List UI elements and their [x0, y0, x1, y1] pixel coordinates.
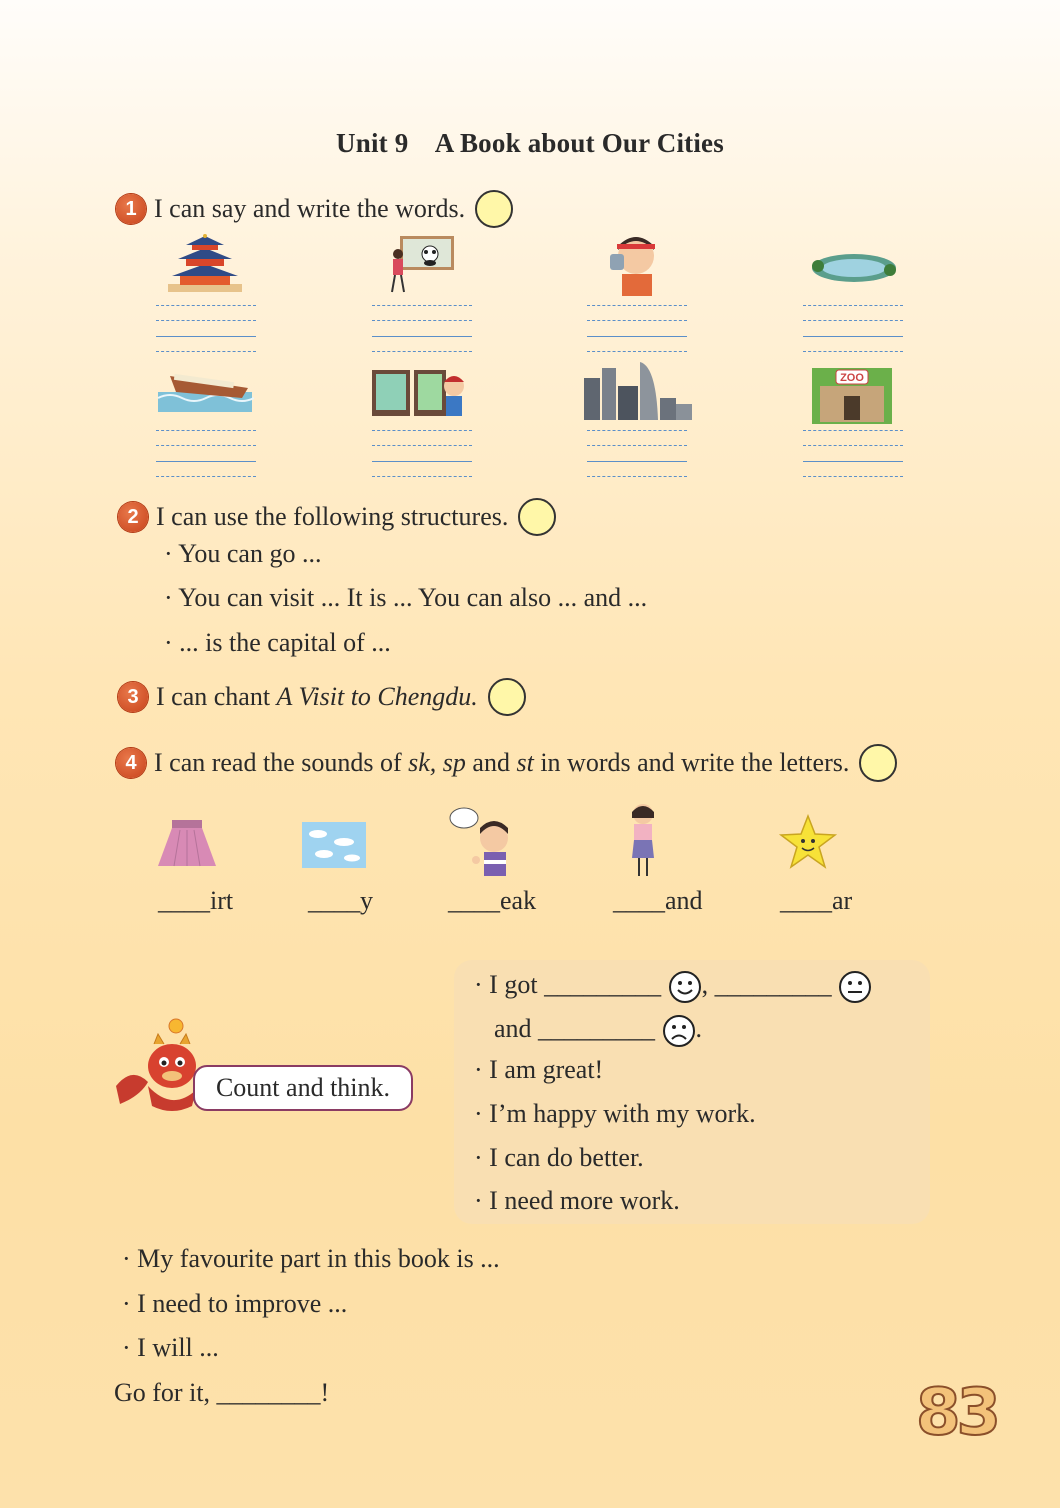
reflection-prompt: · I need to improve ...	[122, 1289, 348, 1318]
evaluation-item: · I can do better.	[474, 1143, 644, 1172]
sky-picture	[302, 822, 366, 868]
got-line: · I got _________ , _________	[474, 970, 872, 1004]
section-number-badge: 3	[118, 682, 148, 712]
chant-title: A Visit to Chengdu.	[276, 682, 478, 711]
section-4-text: I can read the sounds of	[154, 748, 409, 777]
structure-bullet: · You can go ...	[164, 539, 322, 568]
smiley-face-icon	[668, 970, 702, 1004]
writing-lines[interactable]	[156, 430, 256, 480]
count-and-think-bubble: Count and think.	[193, 1065, 413, 1111]
city-buildings-picture	[580, 358, 694, 422]
section-number-badge: 1	[116, 194, 146, 224]
section-3-heading	[118, 678, 526, 716]
section-number-badge: 2	[118, 502, 148, 532]
star-picture	[778, 814, 838, 870]
evaluation-item: · I’m happy with my work.	[474, 1099, 756, 1128]
structure-bullet: · You can visit ... It is ... You can also ... and ...	[164, 583, 648, 612]
writing-lines[interactable]	[156, 305, 256, 355]
reflection-prompt: · My favourite part in this book is ...	[122, 1244, 500, 1273]
and-line: and _________ .	[494, 1014, 702, 1048]
sound-letters: sk, sp	[408, 748, 466, 777]
girl-standing-picture	[624, 802, 662, 880]
section-4-heading	[116, 744, 897, 782]
evaluation-item: · I need more work.	[474, 1186, 680, 1215]
page-title: Unit 9 A Book about Our Cities	[336, 128, 724, 158]
page-number: 83	[916, 1376, 998, 1450]
writing-lines[interactable]	[587, 305, 687, 355]
zoo-sign-text: ZOO	[840, 372, 864, 384]
lake-picture	[808, 248, 898, 288]
self-check-circle[interactable]	[859, 744, 897, 782]
zoo-gate-picture	[810, 362, 894, 424]
section-number-badge: 4	[116, 748, 146, 778]
panda-photo-picture	[386, 232, 458, 296]
reflection-prompt: · I will ...	[122, 1333, 219, 1362]
section-1-heading	[116, 190, 513, 228]
skirt-picture	[156, 818, 218, 868]
section-3-text: I can chant	[156, 682, 277, 711]
sad-face-icon	[662, 1014, 696, 1048]
count-blank[interactable]: _________	[714, 970, 832, 999]
writing-lines[interactable]	[803, 305, 903, 355]
window-paintings-picture	[370, 366, 466, 420]
writing-lines[interactable]	[372, 305, 472, 355]
closing-line: Go for it, ________!	[114, 1378, 330, 1407]
sound-fill-blank[interactable]: ____ar	[780, 886, 853, 915]
boy-drinking-picture	[600, 232, 666, 298]
count-blank[interactable]: _________	[544, 970, 662, 999]
sound-fill-blank[interactable]: ____irt	[158, 886, 234, 915]
sound-fill-blank[interactable]: ____and	[613, 886, 703, 915]
section-2-heading	[118, 498, 556, 536]
section-4-text: and	[465, 748, 517, 777]
sound-fill-blank[interactable]: ____eak	[448, 886, 537, 915]
boy-speaking-picture	[448, 804, 514, 880]
self-check-circle[interactable]	[488, 678, 526, 716]
structure-bullet: · ... is the capital of ...	[164, 628, 391, 657]
boat-picture	[156, 368, 254, 414]
writing-lines[interactable]	[587, 430, 687, 480]
evaluation-item: · I am great!	[474, 1055, 604, 1084]
section-1-text: I can say and write the words.	[154, 194, 466, 223]
count-blank[interactable]: _________	[538, 1014, 656, 1043]
name-blank[interactable]: ________	[216, 1378, 321, 1407]
section-4-text: in words and write the letters.	[533, 748, 850, 777]
temple-of-heaven-picture	[160, 234, 250, 296]
neutral-face-icon	[838, 970, 872, 1004]
self-check-circle[interactable]	[518, 498, 556, 536]
sound-letters: st	[516, 748, 534, 777]
section-2-text: I can use the following structures.	[156, 502, 509, 531]
writing-lines[interactable]	[803, 430, 903, 480]
self-check-circle[interactable]	[475, 190, 513, 228]
sound-fill-blank[interactable]: ____y	[308, 886, 373, 915]
dragon-mascot-icon	[112, 1016, 204, 1112]
writing-lines[interactable]	[372, 430, 472, 480]
